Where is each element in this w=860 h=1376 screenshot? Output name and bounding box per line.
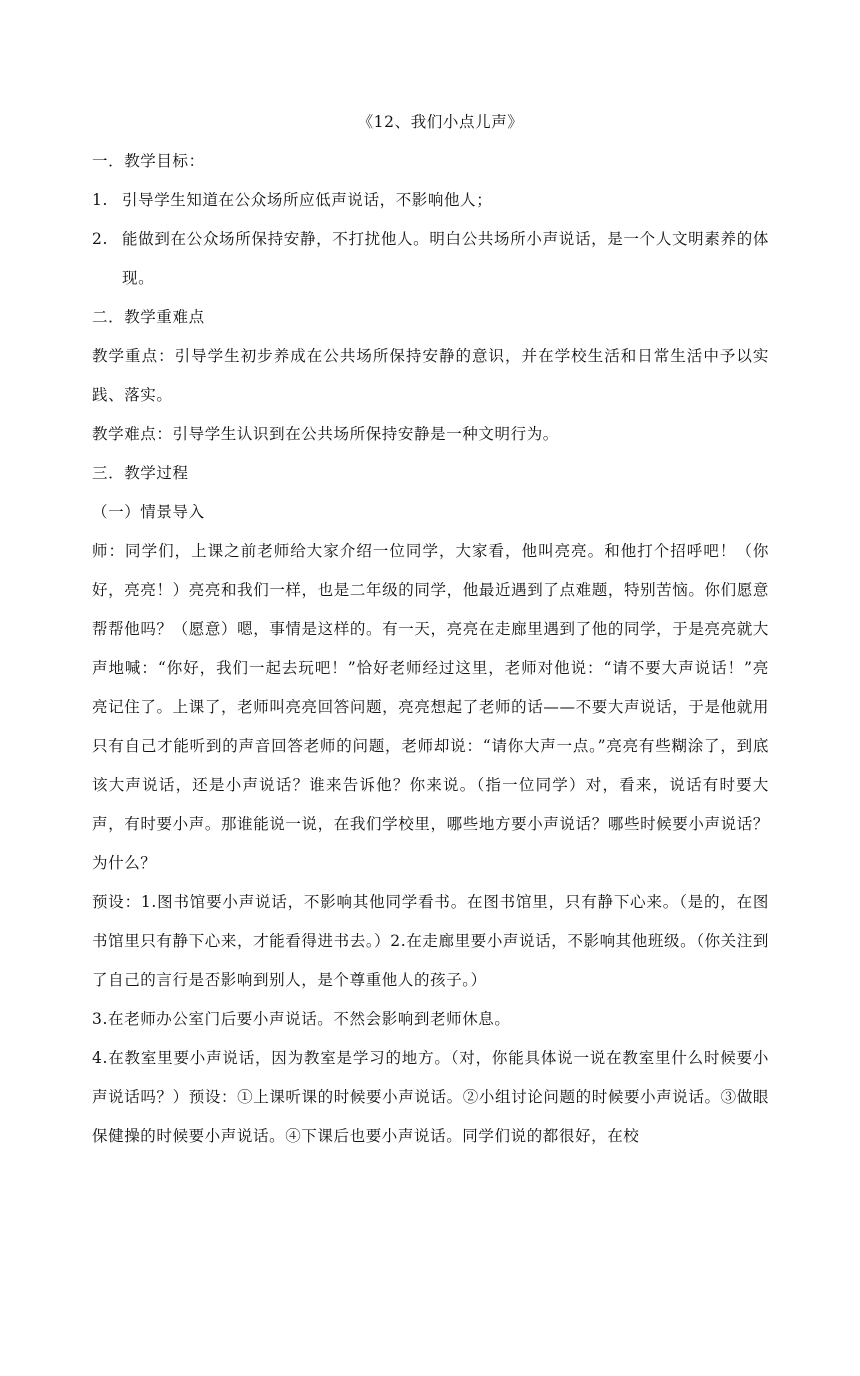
goal-item-1	[92, 181, 769, 220]
preset-paragraph-3: 3.在老师办公室门后要小声说话。不然会影响到老师休息。	[92, 1010, 511, 1028]
goal-item-2	[92, 220, 769, 298]
teacher-dialogue-paragraph: 师：同学们，上课之前老师给大家介绍一位同学，大家看，他叫亮亮。和他打个招呼吧！（你好，亮亮！）亮亮和我们一样，也是二年级的同学，他最近遇到了点难题，特别苦恼。你们愿意帮帮他吗？（愿意）嗯，事情是这样的。有一天，亮亮在走廊里遇到了他的同学，于是亮亮就大声地喊：“你好，我们一起去玩吧！”恰好老师经过这里，老师对他说：“请不要大声说话！”亮亮记住了。上课了，老师叫亮亮回答问题，亮亮想起了老师的话——不要大声说话，于是他就用只有自己才能听到的声音回答老师的问题，老师却说：“请你大声一点。”亮亮有些糊涂了，到底该大声说话，还是小声说话？谁来告诉他？你来说。（指一位同学）对，看来，说话有时要大声，有时要小声。那谁能说一说，在我们学校里，哪些地方要小声说话？哪些时候要小声说话？为什么？	[92, 542, 769, 872]
goal-text: 引导学生知道在公众场所应低声说话，不影响他人；	[122, 191, 493, 209]
difficult-point-paragraph: 教学难点：引导学生认识到在公共场所保持安静是一种文明行为。	[92, 425, 559, 443]
goal-number: 2.	[92, 230, 108, 248]
preset-paragraph-1: 预设：1.图书馆要小声说话，不影响其他同学看书。在图书馆里，只有静下心来。（是的，在图书馆里只有静下心来，才能看得进书去。）2.在走廊里要小声说话，不影响其他班级。（你关注到了自己的言行是否影响到别人，是个尊重他人的孩子。）	[92, 893, 769, 989]
section-heading-goals: 一．教学目标：	[92, 152, 205, 170]
document-title: 《12、我们小点儿声》	[357, 113, 524, 131]
section-heading-key-points: 二．教学重难点	[92, 308, 205, 326]
document-body	[92, 103, 769, 1156]
section-heading-process: 三．教学过程	[92, 464, 189, 482]
subsection-heading-intro: （一）情景导入	[92, 503, 205, 521]
goal-number: 1.	[92, 191, 108, 209]
preset-paragraph-4: 4.在教室里要小声说话，因为教室是学习的地方。（对，你能具体说一说在教室里什么时候要小声说话吗？）预设：①上课听课的时候要小声说话。②小组讨论问题的时候要小声说话。③做眼保健操的时候要小声说话。④下课后也要小声说话。同学们说的都很好，在校	[92, 1049, 769, 1145]
key-point-paragraph: 教学重点：引导学生初步养成在公共场所保持安静的意识，并在学校生活和日常生活中予以实践、落实。	[92, 347, 769, 404]
goal-text: 能做到在公众场所保持安静，不打扰他人。明白公共场所小声说话，是一个人文明素养的体现。	[122, 230, 769, 287]
